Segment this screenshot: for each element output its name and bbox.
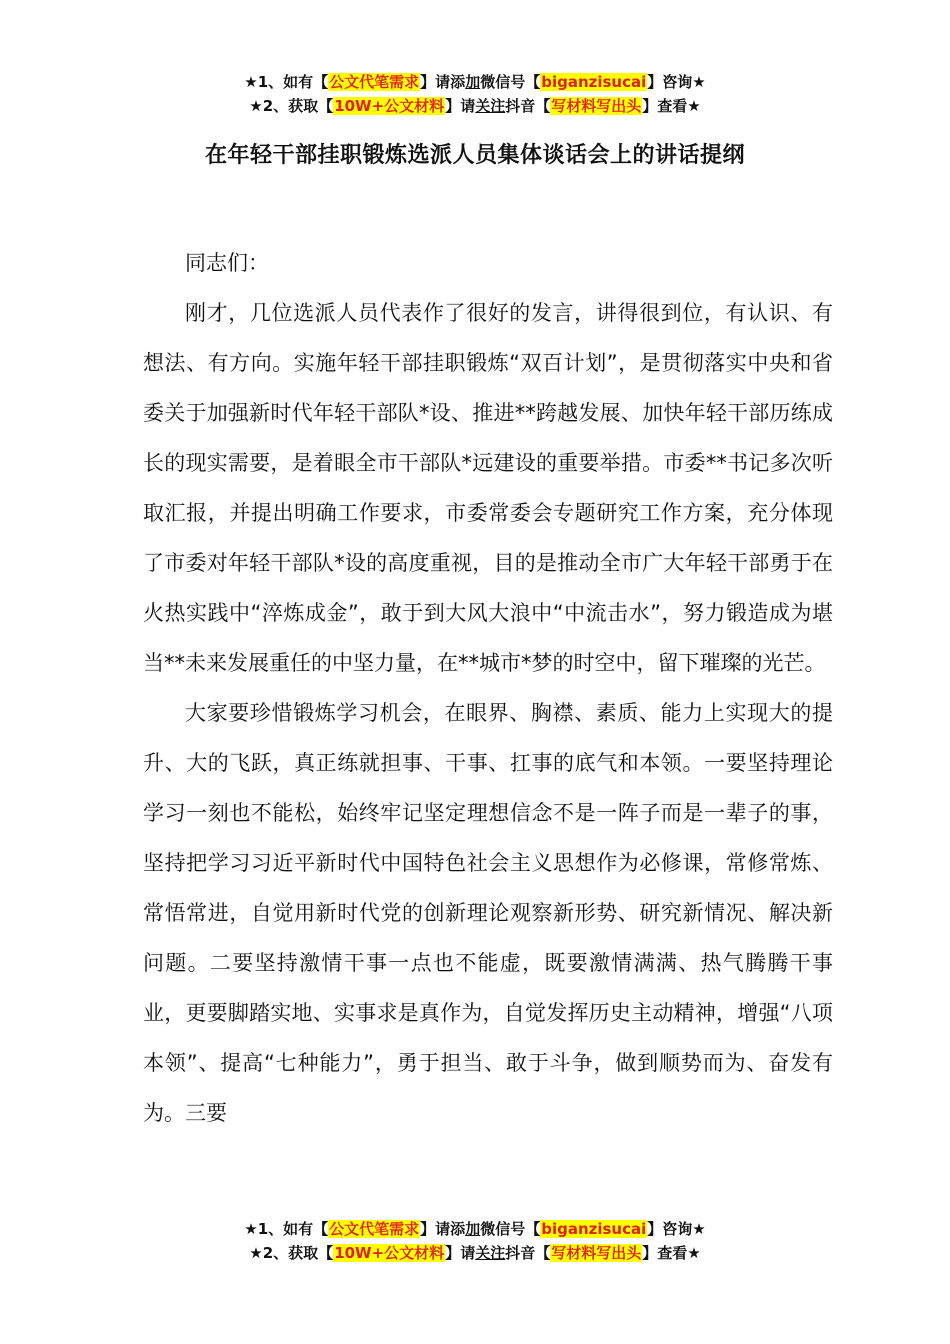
promo-highlight-materials: 10W+公文材料 <box>334 1244 445 1262</box>
promo-highlight-service: 公文代笔需求 <box>329 1220 420 1238</box>
paragraph: 大家要珍惜锻炼学习机会，在眼界、胸襟、素质、能力上实现大的提升、大的飞跃，真正练就担事、干事、扛事的底气和本领。一要坚持理论学习一刻也不能松，始终牢记坚定理想信念不是一阵子而是一辈子的事，坚持把学习习近平新时代中国特色社会主义思想作为必修课，常修常炼、常悟常进，自觉用新时代党的创新理论观察新形势、研究新情况、解决新问题。二要坚持激情干事一点也不能虚，既要激情满满、热气腾腾干事业，更要脚踏实地、实事求是真作为，自觉发挥历史主动精神，增强“八项本领”、提高“七种能力”，勇于担当、敢于斗争，做到顺势而为、奋发有为。三要 <box>143 701 833 1125</box>
promo-text: ★2、获取【 <box>249 97 334 115</box>
promo-text: 】查看★ <box>642 97 701 115</box>
promo-text: 】咨询★ <box>647 73 706 91</box>
promo-highlight-douyin-id: 写材料写出头 <box>551 1244 642 1262</box>
promo-line-1 <box>0 70 950 94</box>
promo-text: 】咨询★ <box>647 1220 706 1238</box>
promo-text: 】请 <box>445 97 476 115</box>
promo-text: ★1、如有【 <box>244 1220 329 1238</box>
promo-underlined: 关注 <box>475 1244 506 1262</box>
promo-header <box>0 70 950 118</box>
promo-line-1 <box>0 1217 950 1241</box>
document-title: 在年轻干部挂职锻炼选派人员集体谈话会上的讲话提纲 <box>204 143 745 168</box>
promo-highlight-service: 公文代笔需求 <box>329 73 420 91</box>
promo-text: ★1、如有【 <box>244 73 329 91</box>
promo-highlight-wechat-id: biganzisucai <box>541 73 647 91</box>
promo-text: 抖音【 <box>505 1244 551 1262</box>
promo-underlined: 加 <box>465 73 481 91</box>
promo-text: 抖音【 <box>505 97 551 115</box>
promo-text: 】请添 <box>420 73 466 91</box>
promo-highlight-wechat-id: biganzisucai <box>541 1220 647 1238</box>
promo-footer <box>0 1217 950 1265</box>
promo-text: 】请 <box>445 1244 476 1262</box>
promo-underlined: 加 <box>465 1220 481 1238</box>
promo-highlight-materials: 10W+公文材料 <box>334 97 445 115</box>
paragraph: 刚才，几位选派人员代表作了很好的发言，讲得很到位，有认识、有想法、有方向。实施年轻干部挂职锻炼“双百计划”，是贯彻落实中央和省委关于加强新时代年轻干部队*设、推进**跨越发展、加快年轻干部历练成长的现实需要，是着眼全市干部队*远建设的重要举措。市委**书记多次听取汇报，并提出明确工作要求，市委常委会专题研究工作方案，充分体现了市委对年轻干部队*设的高度重视，目的是推动全市广大年轻干部勇于在火热实践中“淬炼成金”，敢于到大风大浪中“中流击水”，努力锻造成为堪当**未来发展重任的中坚力量，在**城市*梦的时空中，留下璀璨的光芒。 <box>143 301 833 675</box>
promo-text: 】查看★ <box>642 1244 701 1262</box>
promo-underlined: 关注 <box>475 97 506 115</box>
promo-text: 】请添 <box>420 1220 466 1238</box>
promo-text: ★2、获取【 <box>249 1244 334 1262</box>
promo-line-2 <box>0 1241 950 1265</box>
promo-text: 微信号【 <box>480 73 541 91</box>
promo-line-2 <box>0 94 950 118</box>
document-body <box>143 238 833 1138</box>
promo-highlight-douyin-id: 写材料写出头 <box>551 97 642 115</box>
promo-text: 微信号【 <box>480 1220 541 1238</box>
salutation: 同志们： <box>185 251 269 275</box>
